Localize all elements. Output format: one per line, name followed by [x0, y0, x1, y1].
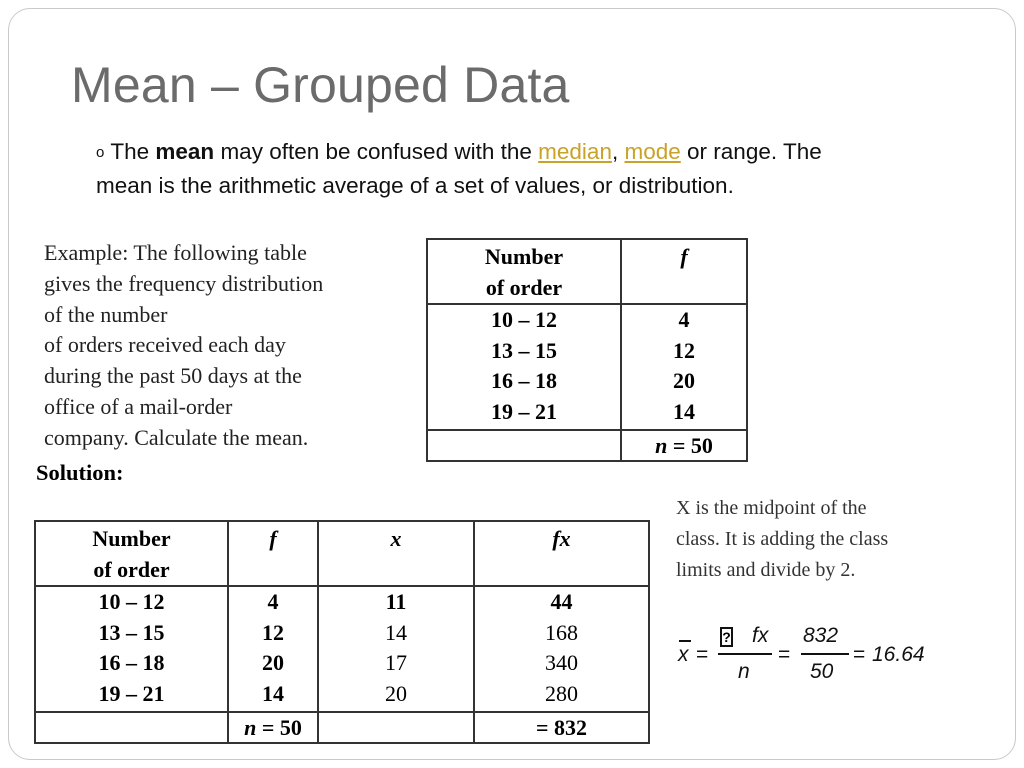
intro-paragraph — [96, 136, 956, 201]
solution-label: Solution: — [36, 460, 124, 485]
fx-numerator: fx — [752, 624, 769, 647]
example-text — [44, 238, 394, 454]
table-total-row — [427, 430, 747, 461]
sigma-icon: ? — [720, 627, 733, 647]
table-total-row — [35, 712, 649, 743]
note-line: X is the midpoint of the — [676, 497, 867, 519]
fx-total: = 832 — [474, 712, 649, 743]
fraction-bar — [718, 653, 772, 655]
solution-table — [34, 520, 650, 744]
median-link[interactable]: median — [538, 139, 612, 164]
equals-sign: = — [778, 643, 791, 666]
table-header-row — [35, 521, 649, 586]
header-number-of-order: Number of order — [427, 239, 621, 304]
fx-column: 44 168 340 280 — [474, 586, 649, 712]
intro-line-2: mean is the arithmetic average of a set of values, or distribution. — [96, 173, 734, 198]
bullet-icon: o — [96, 144, 105, 161]
class-column: 10 – 12 13 – 15 16 – 18 19 – 21 — [427, 304, 621, 430]
empty-cell — [35, 712, 228, 743]
header-fx: fx — [474, 521, 649, 586]
example-line: Example: The following table — [44, 240, 307, 265]
header-f: f — [228, 521, 318, 586]
frequency-table — [426, 238, 748, 462]
class-column: 10 – 12 13 – 15 16 – 18 19 – 21 — [35, 586, 228, 712]
note-line: class. It is adding the class — [676, 528, 889, 550]
mean-formula — [676, 620, 966, 692]
xbar-overline — [679, 640, 691, 642]
midpoint-column: 11 14 17 20 — [318, 586, 474, 712]
numerator-832: 832 — [803, 624, 839, 647]
example-line: office of a mail-order — [44, 393, 233, 419]
equals-sign: = — [853, 643, 866, 666]
example-line: gives the frequency distribution — [44, 270, 324, 296]
empty-cell — [318, 712, 474, 743]
header-number-of-order: Number of order — [35, 521, 228, 586]
header-x: x — [318, 521, 474, 586]
mean-result: 16.64 — [872, 643, 925, 666]
n-denominator: n — [738, 660, 750, 683]
xbar-symbol: x — [678, 643, 689, 666]
slide-title: Mean – Grouped Data — [71, 57, 570, 113]
table-row — [35, 586, 649, 712]
denominator-50: 50 — [810, 660, 834, 683]
frequency-column: 4 12 20 14 — [228, 586, 318, 712]
fraction-bar — [801, 653, 849, 655]
n-total: n = 50 — [621, 430, 747, 461]
example-line: during the past 50 days at the — [44, 363, 302, 389]
empty-cell — [427, 430, 621, 461]
example-line: of the number — [44, 301, 168, 327]
frequency-column: 4 12 20 14 — [621, 304, 747, 430]
intro-line-1: o The mean may often be confused with the median, mode or range. The — [96, 139, 822, 164]
example-line: of orders received each day — [44, 332, 286, 358]
header-f: f — [621, 239, 747, 304]
mode-link[interactable]: mode — [624, 139, 681, 164]
midpoint-note — [676, 493, 976, 586]
n-total: n = 50 — [228, 712, 318, 743]
mean-term: mean — [155, 139, 215, 164]
note-line: limits and divide by 2. — [676, 559, 856, 581]
equals-sign: = — [696, 643, 709, 666]
example-line: company. Calculate the mean. — [44, 424, 309, 450]
table-header-row — [427, 239, 747, 304]
table-row — [427, 304, 747, 430]
